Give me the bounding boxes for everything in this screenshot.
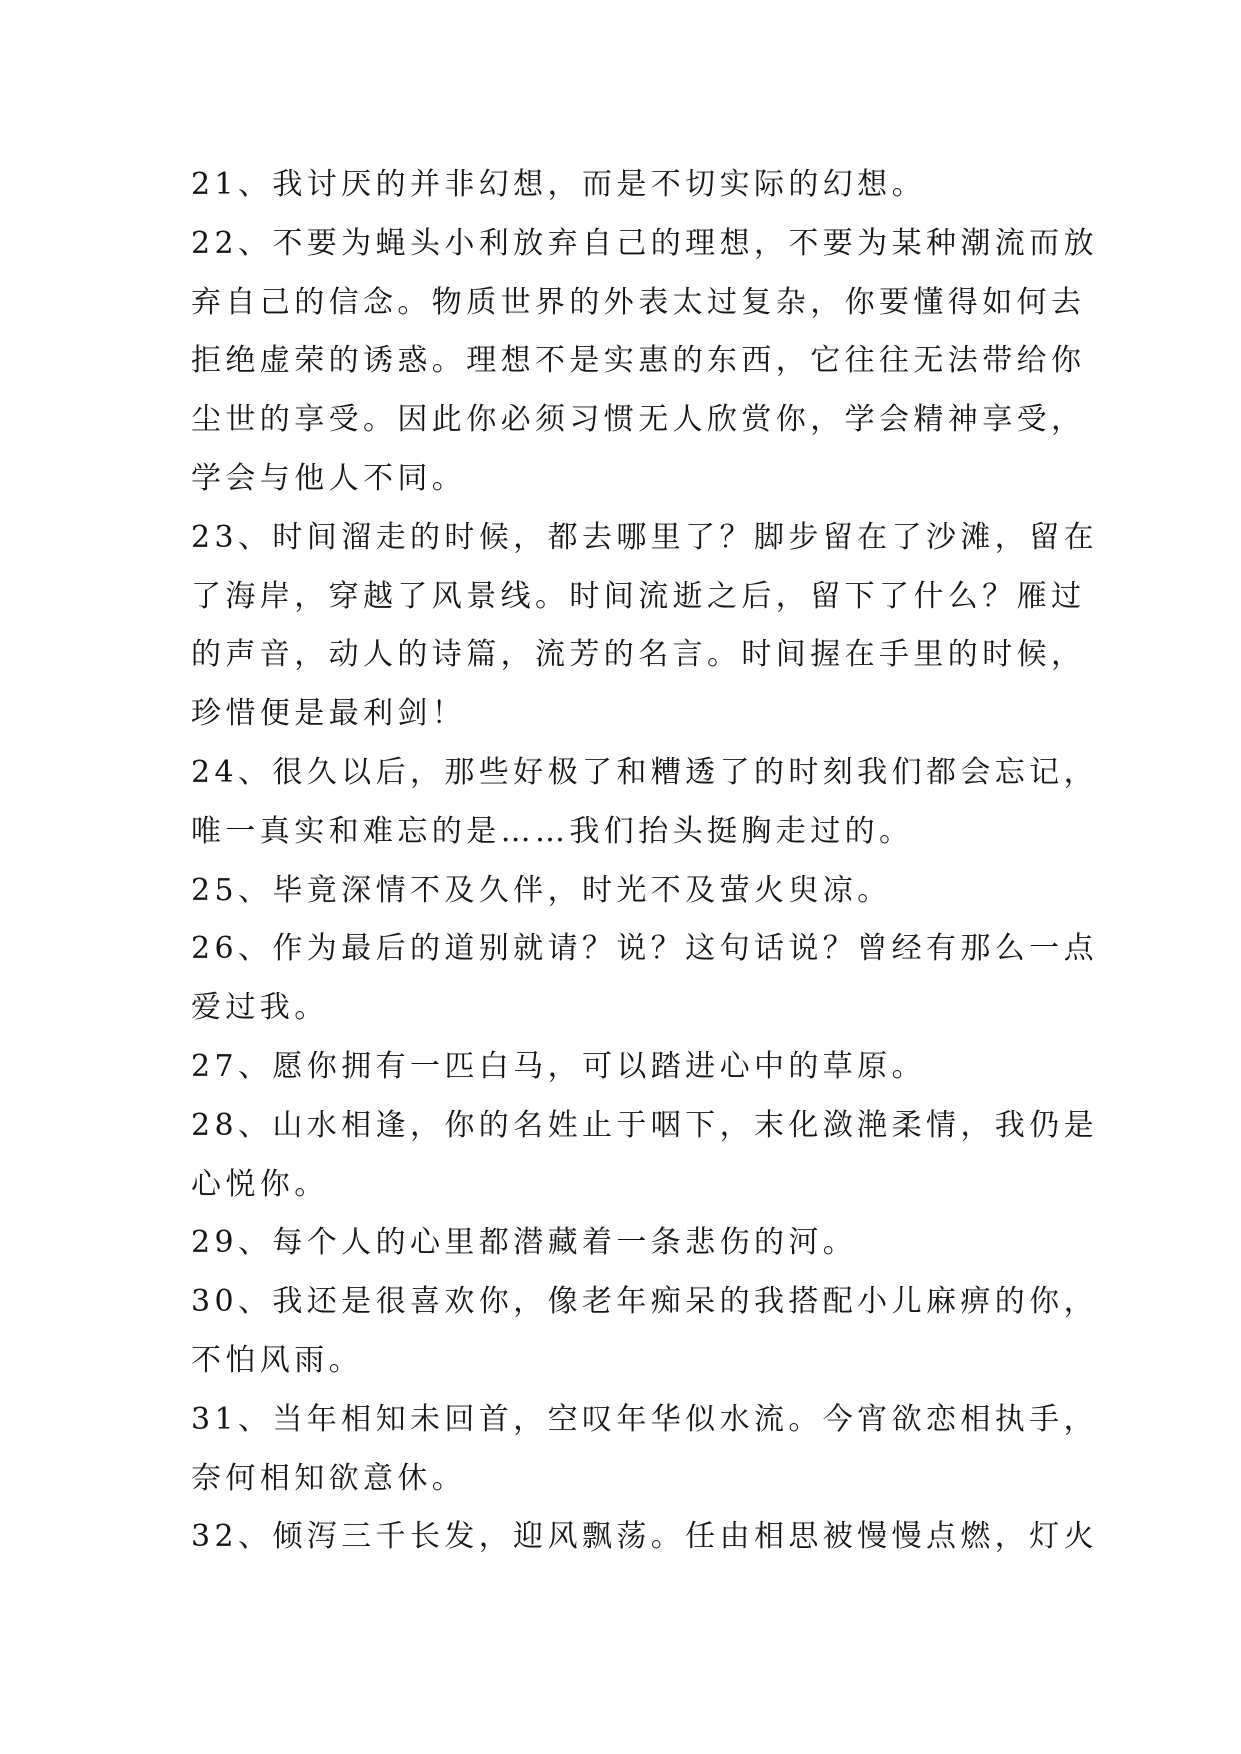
text-line: 31、当年相知未回首，空叹年华似水流。今宵欲恋相执手， [191,1401,1098,1437]
quote-item-22 [191,215,1151,509]
text-line: 28、山水相逢，你的名姓止于咽下，末化潋滟柔情，我仍是 [191,1107,1098,1143]
text-line: 唯一真实和难忘的是……我们抬头挺胸走过的。 [191,813,914,849]
text-line: 尘世的享受。因此你必须习惯无人欣赏你，学会精神享受， [191,402,1086,438]
text-line: 29、每个人的心里都潜藏着一条悲伤的河。 [191,1225,858,1261]
quote-item-28 [191,1097,1151,1215]
text-line: 学会与他人不同。 [191,460,467,496]
quote-item-23 [191,509,1151,744]
text-line: 32、倾泻三千长发，迎风飘荡。任由相思被慢慢点燃，灯火 [191,1519,1098,1555]
quote-item-21 [191,156,1151,215]
text-line: 25、毕竟深情不及久伴，时光不及萤火臾凉。 [191,872,892,908]
quote-item-31 [191,1391,1151,1509]
text-line: 不怕风雨。 [191,1342,363,1378]
text-line: 27、愿你拥有一匹白马，可以踏进心中的草原。 [191,1048,926,1084]
quote-item-30 [191,1273,1151,1391]
text-line: 21、我讨厌的并非幻想，而是不切实际的幻想。 [191,167,926,202]
quote-item-27 [191,1038,1151,1097]
quote-item-32 [191,1508,1151,1567]
text-line: 珍惜便是最利剑！ [191,696,467,732]
text-line: 拒绝虚荣的诱惑。理想不是实惠的东西，它往往无法带给你 [191,343,1086,379]
text-line: 心悦你。 [191,1166,329,1202]
quote-item-25 [191,862,1151,921]
text-line: 弃自己的信念。物质世界的外表太过复杂，你要懂得如何去 [191,284,1086,320]
text-line: 30、我还是很喜欢你，像老年痴呆的我搭配小儿麻痹的你， [191,1284,1098,1320]
text-line: 了海岸，穿越了风景线。时间流逝之后，留下了什么？雁过 [191,578,1086,614]
quote-item-24 [191,744,1151,862]
quote-item-29 [191,1214,1151,1273]
text-line: 爱过我。 [191,990,329,1026]
text-line: 26、作为最后的道别就请？说？这句话说？曾经有那么一点 [191,931,1098,967]
text-line: 24、很久以后，那些好极了和糟透了的时刻我们都会忘记， [191,754,1098,790]
text-line: 的声音，动人的诗篇，流芳的名言。时间握在手里的时候， [191,637,1086,673]
quote-item-26 [191,920,1151,1038]
text-line: 22、不要为蝇头小利放弃自己的理想，不要为某种潮流而放 [191,225,1098,261]
document-body [191,156,1151,1567]
text-line: 奈何相知欲意休。 [191,1460,467,1496]
text-line: 23、时间溜走的时候，都去哪里了？脚步留在了沙滩，留在 [191,519,1098,555]
